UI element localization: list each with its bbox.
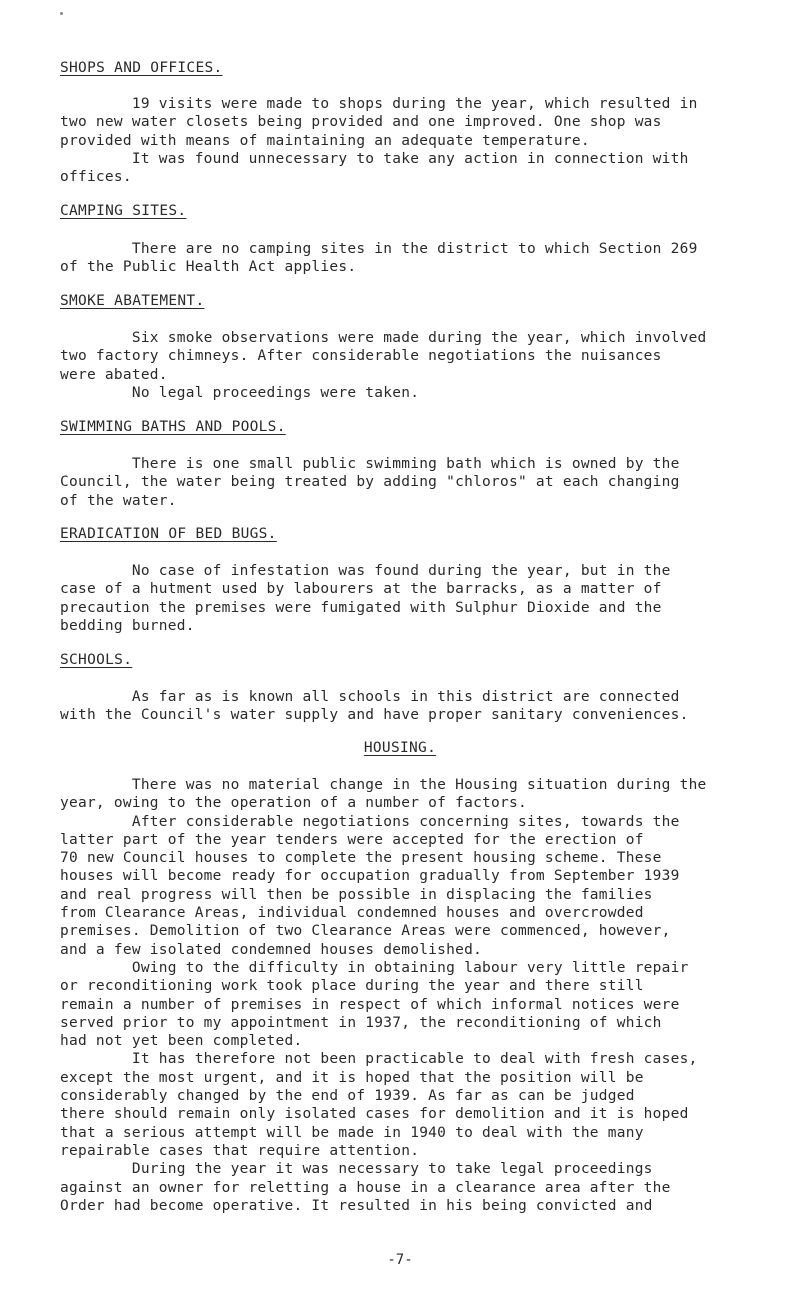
paragraph-bed-bugs: No case of infestation was found during the year, but in the case of a hutment used by labourers at the barracks, as a matter of precaution the premises were fumigated with Sulphur Dioxide and the bedding burned. (60, 563, 671, 634)
heading-smoke-abatement: SMOKE ABATEMENT. (60, 293, 205, 309)
heading-swimming-baths: SWIMMING BATHS AND POOLS. (60, 419, 286, 435)
heading-shops-and-offices: SHOPS AND OFFICES. (60, 60, 223, 76)
paragraph-schools: As far as is known all schools in this district are connected with the Council's water supply and have proper sanitary conveniences. (60, 689, 689, 724)
heading-schools: SCHOOLS. (60, 652, 133, 668)
heading-housing: HOUSING. (363, 740, 437, 756)
scan-speck (60, 12, 63, 15)
paragraph-housing: There was no material change in the Housing situation during the year, owing to the operation of a number of factors. After considerable negotiations concerning sites, towards the latter part of the year tenders were accepted for the erection of 70 new Council houses to complete the present housing scheme. These houses will become ready for occupation gradually from September 1939 and real progress will then be possible in displacing the families from Clearance Areas, individual condemned houses and overcrowded premises. Demolition of two Clearance Areas were commenced, however, and a few isolated condemned houses demolished. Owing to the difficulty in obtaining labour very little repair or reconditioning work took place during the year and there still remain a number of premises in respect of which informal notices were served prior to my appointment in 1937, the reconditioning of which had not yet been completed. It has therefore not been practicable to deal with fresh cases, except the most urgent, and it is hoped that the position will be considerably changed by the end of 1939. As far as can be judged there should remain only isolated cases for demolition and it is hoped that a serious attempt will be made in 1940 to deal with the many repairable cases that require attention. During the year it was necessary to take legal proceedings against an owner for reletting a house in a clearance area after the Order had become operative. It resulted in his being convicted and (60, 777, 707, 1214)
heading-bed-bugs: ERADICATION OF BED BUGS. (60, 526, 277, 542)
paragraph-shops-and-offices: 19 visits were made to shops during the year, which resulted in two new water closets being provided and one improved. One shop was provided with means of maintaining an adequate temperature. It was found unnecessary to take any action in connection with offices. (60, 96, 698, 186)
paragraph-camping-sites: There are no camping sites in the district to which Section 269 of the Public Health Act applies. (60, 241, 698, 276)
paragraph-smoke-abatement: Six smoke observations were made during the year, which involved two factory chimneys. After considerable negotiations the nuisances were abated. No legal proceedings were taken. (60, 330, 707, 401)
heading-camping-sites: CAMPING SITES. (60, 203, 187, 219)
paragraph-swimming-baths: There is one small public swimming bath which is owned by the Council, the water being treated by adding "chloros" at each changing of the water. (60, 456, 680, 509)
page-number: -7- (387, 1252, 413, 1268)
